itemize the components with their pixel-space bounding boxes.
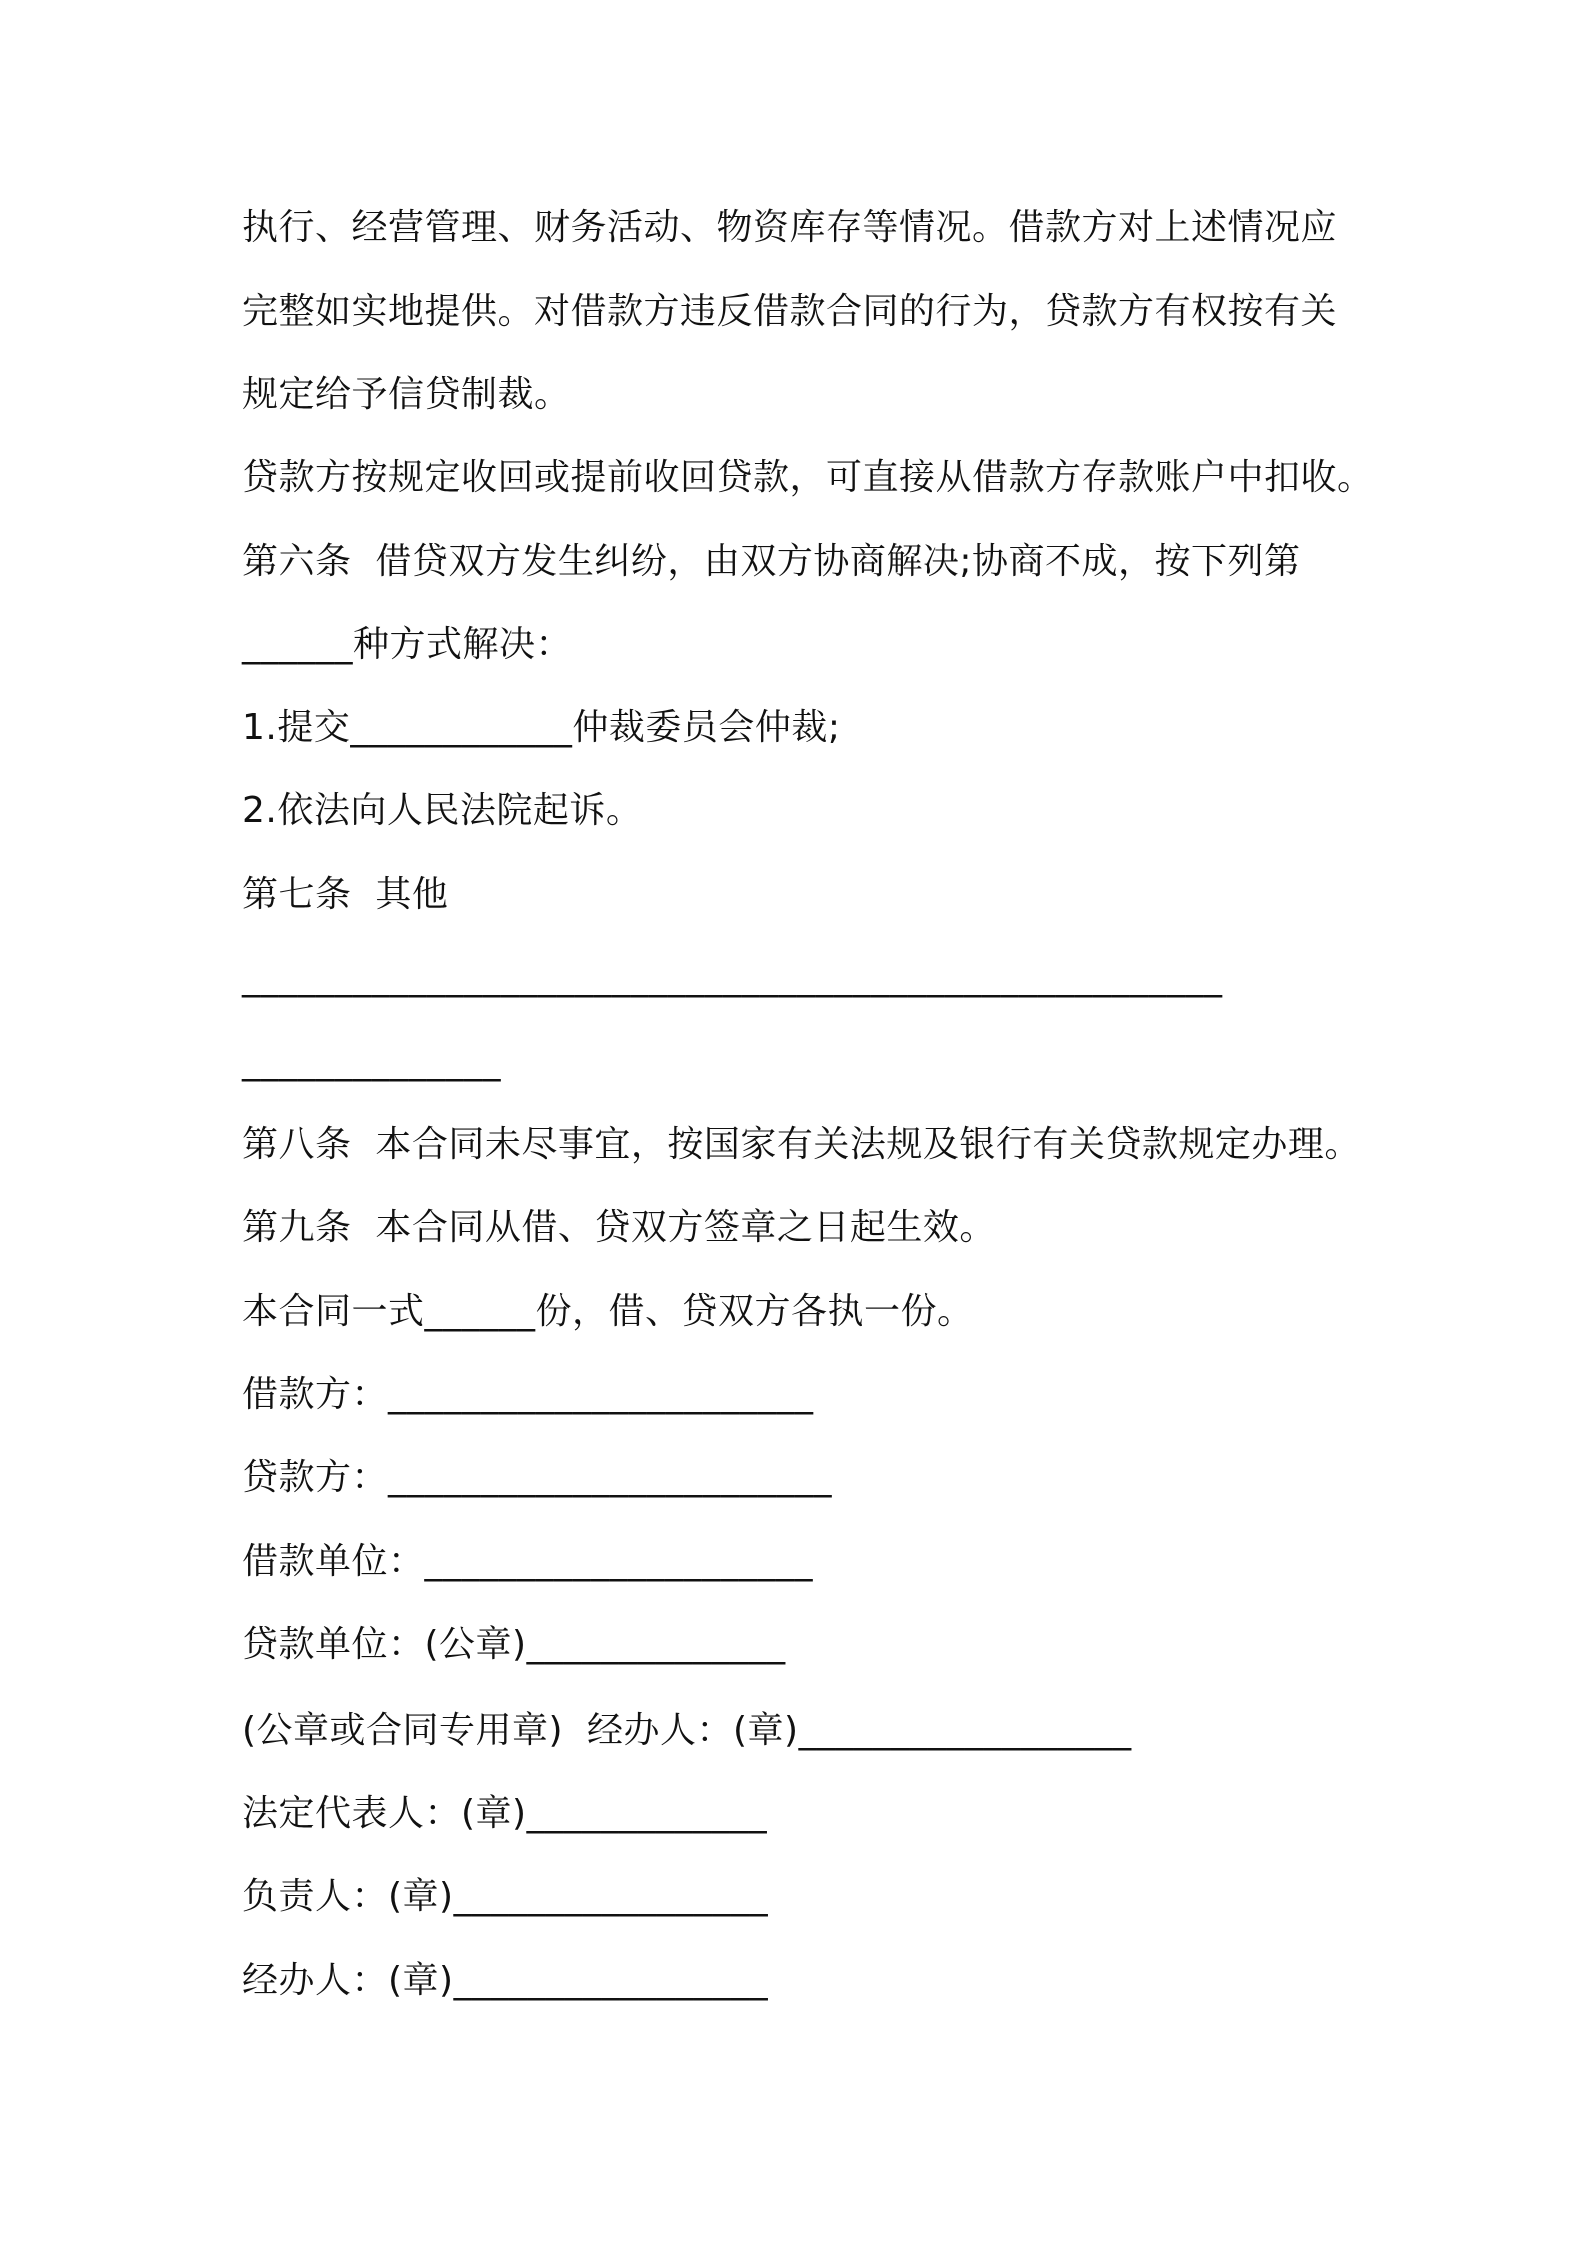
arbitration-option: 1.提交____________仲裁委员会仲裁; <box>242 707 841 748</box>
seal-handler-field: (公章或合同专用章) 经办人：(章)__________________ <box>242 1710 1132 1751</box>
article-8-heading: 第八条 本合同未尽事宜，按国家有关法规及银行有关贷款规定办理。 <box>242 1124 1361 1165</box>
handler-field: 经办人：(章)_________________ <box>242 1960 769 2001</box>
borrower-field: 借款方：_______________________ <box>242 1374 814 1415</box>
text-line-1: 执行、经营管理、财务活动、物资库存等情况。借款方对上述情况应 <box>242 207 1338 248</box>
text-line-4: 贷款方按规定收回或提前收回贷款，可直接从借款方存款账户中扣收。 <box>242 457 1374 498</box>
article-9-heading: 第九条 本合同从借、贷双方签章之日起生效。 <box>242 1207 996 1248</box>
text-line-3: 规定给予信贷制裁。 <box>242 374 571 415</box>
dispute-method-blank: ______种方式解决： <box>242 624 573 665</box>
article-7-heading: 第七条 其他 <box>242 874 449 915</box>
other-blank-short: ______________ <box>242 1041 501 1082</box>
legal-representative-field: 法定代表人：(章)_____________ <box>242 1793 768 1834</box>
lender-field: 贷款方：________________________ <box>242 1457 833 1498</box>
copies-line: 本合同一式______份，借、贷双方各执一份。 <box>242 1291 974 1332</box>
text-line-2: 完整如实地提供。对借款方违反借款合同的行为，贷款方有权按有关 <box>242 291 1338 332</box>
borrowing-unit-field: 借款单位：_____________________ <box>242 1541 814 1582</box>
person-in-charge-field: 负责人：(章)_________________ <box>242 1876 769 1917</box>
other-blank-long: _____________________________________________________ <box>242 957 1223 998</box>
article-6-heading: 第六条 借贷双方发生纠纷，由双方协商解决;协商不成，按下列第 <box>242 541 1301 582</box>
lending-unit-field: 贷款单位：(公章)______________ <box>242 1624 786 1665</box>
lawsuit-option: 2.依法向人民法院起诉。 <box>242 790 643 831</box>
